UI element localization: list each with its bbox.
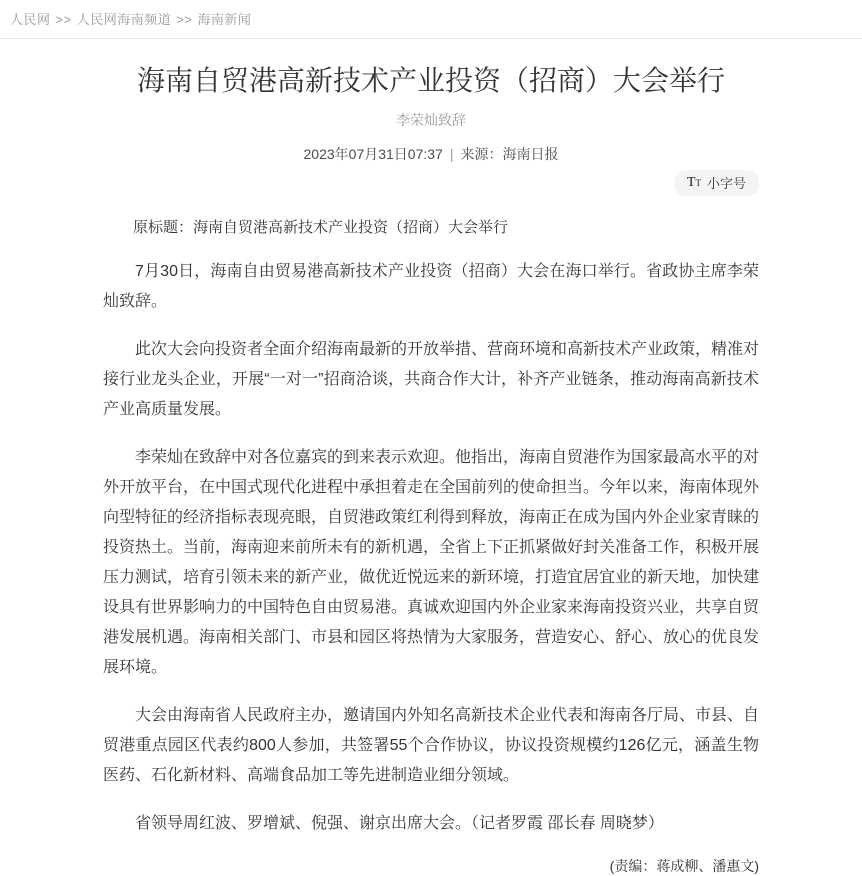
publish-date: 2023年07月31日07:37 xyxy=(303,146,443,162)
article-body xyxy=(103,217,759,839)
article-subtitle: 李荣灿致辞 xyxy=(396,112,466,128)
original-title-line: 原标题：海南自贸港高新技术产业投资（招商）大会举行 xyxy=(133,219,509,236)
article-paragraph: 省领导周红波、罗增斌、倪强、谢京出席大会。（记者罗霞 邵长春 周晓梦） xyxy=(135,815,664,832)
breadcrumb xyxy=(0,0,862,39)
article-paragraph: 大会由海南省人民政府主办，邀请国内外知名高新技术企业代表和海南各厅局、市县、自贸港重点园区代表约800人参加，共签署55个合作协议，协议投资规模约126亿元，涵盖生物医药、石化新材料、高端食品加工等先进制造业细分领域。 xyxy=(103,707,760,784)
article-paragraph: 7月30日，海南自由贸易港高新技术产业投资（招商）大会在海口举行。省政协主席李荣灿致辞。 xyxy=(103,263,759,310)
source-name: 海南日报 xyxy=(502,146,559,162)
meta-separator: | xyxy=(449,146,454,162)
article-paragraph: 李荣灿在致辞中对各位嘉宾的到来表示欢迎。他指出，海南自贸港作为国家最高水平的对外开放平台，在中国式现代化进程中承担着走在全国前列的使命担当。今年以来，海南体现外向型特征的经济指标表现亮眼，自贸港政策红利得到释放，海南正在成为国内外企业家青睐的投资热土。当前，海南迎来前所未有的新机遇，全省上下正抓紧做好封关准备工作，积极开展压力测试，培育引领未来的新产业，做优近悦远来的新环境，打造宜居宜业的新天地，加快建设具有世界影响力的中国特色自由贸易港。真诚欢迎国内外企业家来海南投资兴业，共享自贸港发展机遇。海南相关部门、市县和园区将热情为大家服务，营造安心、舒心、放心的优良发展环境。 xyxy=(103,449,760,676)
editors-credit: (责编：蒋成柳、潘惠文) xyxy=(609,858,759,874)
article-container xyxy=(103,61,759,876)
breadcrumb-separator: >> xyxy=(176,12,193,27)
breadcrumb-link-peoples-daily[interactable]: 人民网 xyxy=(10,12,51,27)
breadcrumb-separator: >> xyxy=(55,12,72,27)
source-label: 来源： xyxy=(460,146,503,162)
article-paragraph: 此次大会向投资者全面介绍海南最新的开放举措、营商环境和高新技术产业政策，精准对接行业龙头企业，开展“一对一”招商洽谈，共商合作大计，补齐产业链条，推动海南高新技术产业高质量发展。 xyxy=(103,341,760,418)
article-toolbar xyxy=(103,170,759,196)
breadcrumb-link-hainan-channel[interactable]: 人民网海南频道 xyxy=(76,12,172,27)
font-size-button-label: 小字号 xyxy=(706,176,746,191)
font-size-button[interactable] xyxy=(674,170,759,196)
article-meta xyxy=(103,144,759,164)
page-title: 海南自贸港高新技术产业投资（招商）大会举行 xyxy=(136,65,725,96)
font-size-icon: TT xyxy=(686,175,701,190)
breadcrumb-link-hainan-news[interactable]: 海南新闻 xyxy=(197,12,252,27)
